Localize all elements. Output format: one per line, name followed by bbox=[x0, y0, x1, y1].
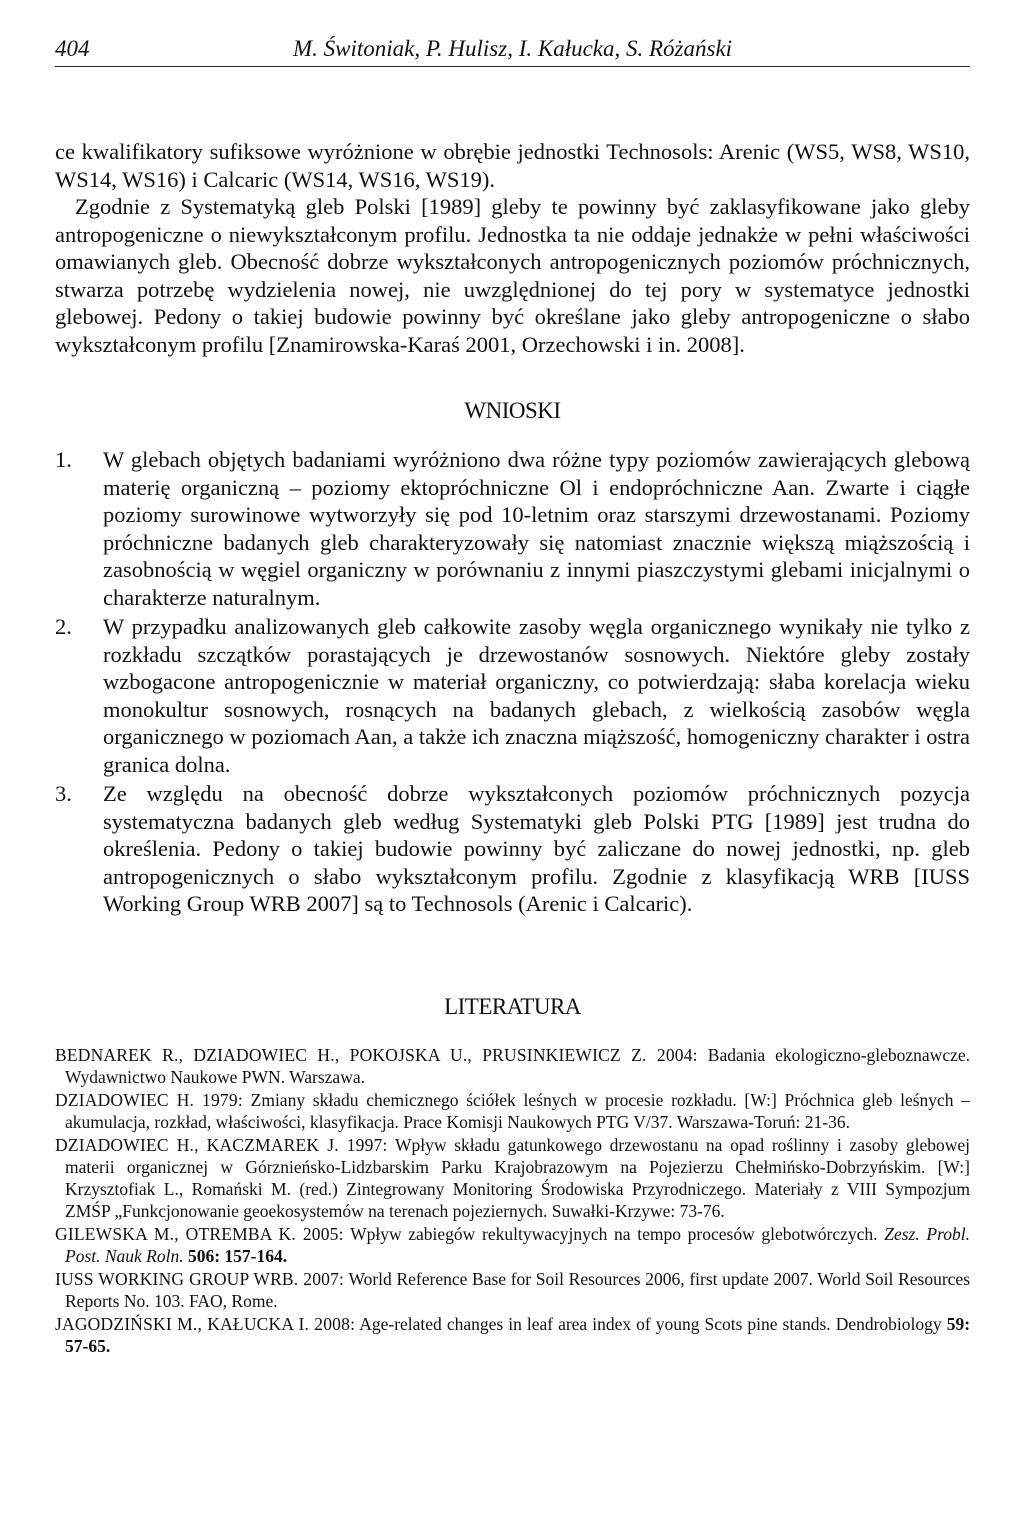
list-text: W glebach objętych badaniami wyróżniono dwa różne typy poziomów zawierających glebową materię organiczną – poziomy ektopróchniczne Ol i endopróchniczne Aan. Zwarte i ciągłe poziomy surowinowe wytworzyły się pod 10-letnim oraz starszymi drzewostanami. Poziomy próchniczne badanych gleb charakteryzowały się natomiast znacznie większą miąższością i zasobnością w węgiel organiczny w porównaniu z innymi piaszczystymi glebami inicjalnymi o charakterze naturalnym. bbox=[103, 447, 970, 610]
reference-entry bbox=[55, 1089, 970, 1133]
reference-entry bbox=[55, 1134, 970, 1222]
reference-body: Wpływ zabiegów rekultywacyjnych na tempo procesów glebotwórczych. bbox=[350, 1223, 878, 1244]
reference-body: Zmiany składu chemicznego ściółek leśnych w procesie rozkładu. [W:] Próchnica gleb leśnych – akumulacja, rozkład, właściwości, klasyfikacja. Prace Komisji Naukowych PTG V/37. Warszawa-Toruń: 21-36. bbox=[65, 1089, 971, 1132]
reference-entry bbox=[55, 1313, 970, 1357]
list-item bbox=[55, 780, 970, 918]
page-number: 404 bbox=[55, 36, 90, 61]
section-title-literatura: LITERATURA bbox=[444, 993, 581, 1019]
section-title-wnioski: WNIOSKI bbox=[464, 398, 561, 423]
document-page bbox=[55, 28, 970, 1358]
reference-authors: JAGODZIŃSKI M., KAŁUCKA I. 2008: bbox=[55, 1313, 356, 1334]
reference-authors: IUSS WORKING GROUP WRB. 2007: bbox=[55, 1268, 345, 1289]
list-number: 3. bbox=[55, 781, 72, 806]
reference-entry bbox=[55, 1268, 970, 1312]
reference-body: Badania ekologiczno-gleboznawcze. Wydawnictwo Naukowe PWN. Warszawa. bbox=[65, 1044, 970, 1087]
running-head-authors: M. Świtoniak, P. Hulisz, I. Kałucka, S. Różański bbox=[292, 36, 733, 61]
conclusions-list bbox=[55, 446, 970, 918]
reference-entry bbox=[55, 1044, 970, 1088]
reference-volume-pages: 506: 157-164. bbox=[187, 1245, 288, 1266]
reference-body: Wpływ składu gatunkowego drzewostanu na opad roślinny i zasoby glebowej materii organicznej w Górznieńsko-Lidzbarskim Parku Krajobrazowym na Pojezierzu Chełmińsko-Dobrzyńskim. [W:] Krzysztofiak L., Romański M. (red.) Zintegrowany Monitoring Środowiska Przyrodniczego. Materiały z VIII Sympozjum ZMŚP „Funkcjonowanie geoekosystemów na terenach pojeziernych. Suwałki-Krzywe: 73-76. bbox=[65, 1134, 971, 1221]
list-text: W przypadku analizowanych gleb całkowite zasoby węgla organicznego wynikały nie tylko z rozkładu szczątków porastających je drzewostanów sosnowych. Niektóre gleby zostały wzbogacone antropogenicznie w materiał organiczny, co potwierdzają: słaba korelacja wieku monokultur sosnowych, rosnących na badanych glebach, z wielkością zasobów węgla organicznego w poziomach Aan, a także ich znaczna miąższość, homogeniczny charakter i ostra granica dolna. bbox=[103, 614, 970, 777]
reference-authors: DZIADOWIEC H., KACZMAREK J. 1997: bbox=[55, 1134, 388, 1155]
list-number: 2. bbox=[55, 614, 72, 639]
list-number: 1. bbox=[55, 447, 72, 472]
reference-body: World Reference Base for Soil Resources 2006, first update 2007. World Soil Resources Reports No. 103. FAO, Rome. bbox=[65, 1268, 971, 1311]
intro-section bbox=[55, 138, 970, 358]
reference-authors: BEDNAREK R., DZIADOWIEC H., POKOJSKA U., PRUSINKIEWICZ Z. 2004: bbox=[55, 1044, 698, 1065]
reference-journal: Zesz. Probl. Post. Nauk Roln. bbox=[65, 1223, 970, 1266]
reference-authors: GILEWSKA M., OTREMBA K. 2005: bbox=[55, 1223, 344, 1244]
references-list bbox=[55, 1044, 970, 1357]
list-item bbox=[55, 613, 970, 778]
reference-entry bbox=[55, 1223, 970, 1267]
running-header bbox=[55, 28, 970, 66]
reference-volume-pages: 59: 57-65. bbox=[65, 1313, 971, 1356]
list-item bbox=[55, 446, 970, 611]
reference-body: Age-related changes in leaf area index of young Scots pine stands. Dendrobiology bbox=[359, 1313, 942, 1334]
reference-authors: DZIADOWIEC H. 1979: bbox=[55, 1089, 243, 1110]
header-rule bbox=[55, 66, 970, 67]
paragraph: ce kwalifikatory sufiksowe wyróżnione w obrębie jednostki Technosols: Arenic (WS5, WS8, WS10, WS14, WS16) i Calcaric (WS14, WS16, WS19). bbox=[55, 139, 970, 192]
list-text: Ze względu na obecność dobrze wykształconych poziomów próchnicznych pozycja systematyczna badanych gleb według Systematyki gleb Polski PTG [1989] jest trudna do określenia. Pedony o takiej budowie powinny być zaliczane do nowej jednostki, np. gleb antropogenicznych o słabo wykształconym profilu. Zgodnie z klasyfikacją WRB [IUSS Working Group WRB 2007] są to Technosols (Arenic i Calcaric). bbox=[103, 781, 970, 916]
paragraph: Zgodnie z Systematyką gleb Polski [1989] gleby te powinny być zaklasyfikowane jako gleby antropogeniczne o niewykształconym profilu. Jednostka ta nie oddaje jednakże w pełni właściwości omawianych gleb. Obecność dobrze wykształconych antropogenicznych poziomów próchnicznych, stwarza potrzebę wydzielenia nowej, nie uwzględnionej do tej pory w systematyce jednostki glebowej. Pedony o takiej budowie powinny być określane jako gleby antropogeniczne o słabo wykształconym profilu [Znamirowska-Karaś 2001, Orzechowski i in. 2008]. bbox=[55, 194, 970, 357]
